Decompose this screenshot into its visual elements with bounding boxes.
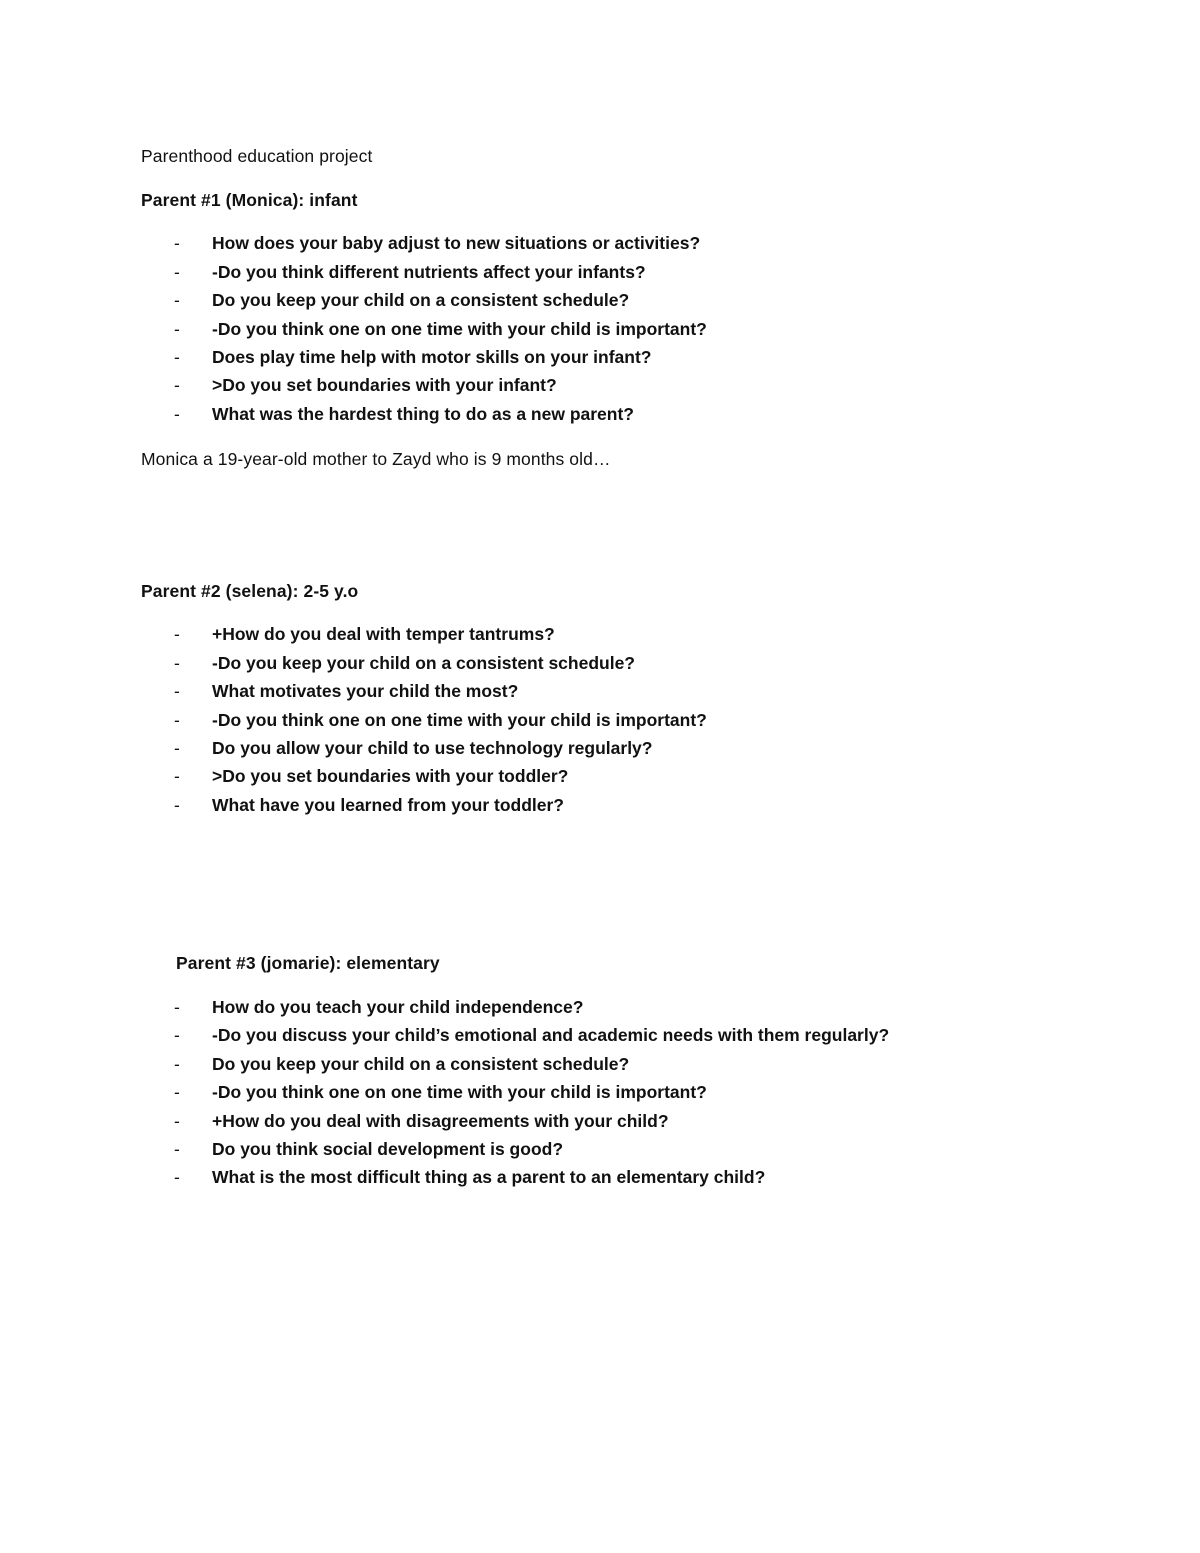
bullet-dash: - [174, 653, 180, 673]
bullet-dash: - [174, 624, 180, 644]
list-item: How does your baby adjust to new situations or activities? [212, 233, 701, 253]
bullet-dash: - [174, 233, 180, 253]
bullet-dash: - [174, 1025, 180, 1045]
list-item: -Do you keep your child on a consistent schedule? [212, 653, 635, 673]
bullet-dash: - [174, 1082, 180, 1102]
list-item: What motivates your child the most? [212, 681, 519, 701]
bullet-dash: - [174, 681, 180, 701]
section-heading-parent-3: Parent #3 (jomarie): elementary [176, 953, 440, 973]
bullet-dash: - [174, 795, 180, 815]
bullet-dash: - [174, 347, 180, 367]
bullet-dash: - [174, 1167, 180, 1187]
list-item: +How do you deal with disagreements with your child? [212, 1111, 669, 1131]
bullet-dash: - [174, 1139, 180, 1159]
list-item: Do you keep your child on a consistent schedule? [212, 290, 630, 310]
list-item: What have you learned from your toddler? [212, 795, 564, 815]
list-item: +How do you deal with temper tantrums? [212, 624, 555, 644]
list-item: Do you think social development is good? [212, 1139, 564, 1159]
section-heading-parent-2: Parent #2 (selena): 2-5 y.o [141, 581, 359, 601]
list-item: >Do you set boundaries with your infant? [212, 375, 557, 395]
bullet-dash: - [174, 404, 180, 424]
list-item: -Do you discuss your child’s emotional and academic needs with them regularly? [212, 1025, 890, 1045]
list-item: -Do you think one on one time with your child is important? [212, 319, 707, 339]
bullet-dash: - [174, 375, 180, 395]
bullet-dash: - [174, 1111, 180, 1131]
bullet-dash: - [174, 1054, 180, 1074]
list-item: Do you allow your child to use technology regularly? [212, 738, 653, 758]
parent-1-note: Monica a 19-year-old mother to Zayd who is 9 months old… [141, 449, 611, 469]
bullet-dash: - [174, 262, 180, 282]
bullet-dash: - [174, 997, 180, 1017]
list-item: Do you keep your child on a consistent schedule? [212, 1054, 630, 1074]
list-item: What is the most difficult thing as a parent to an elementary child? [212, 1167, 766, 1187]
bullet-dash: - [174, 319, 180, 339]
bullet-dash: - [174, 766, 180, 786]
list-item: >Do you set boundaries with your toddler? [212, 766, 569, 786]
document-title: Parenthood education project [141, 146, 373, 166]
bullet-dash: - [174, 738, 180, 758]
section-heading-parent-1: Parent #1 (Monica): infant [141, 190, 358, 210]
list-item: What was the hardest thing to do as a new parent? [212, 404, 634, 424]
bullet-dash: - [174, 290, 180, 310]
list-item: -Do you think different nutrients affect your infants? [212, 262, 646, 282]
list-item: How do you teach your child independence? [212, 997, 584, 1017]
bullet-dash: - [174, 710, 180, 730]
list-item: -Do you think one on one time with your child is important? [212, 710, 707, 730]
list-item: Does play time help with motor skills on your infant? [212, 347, 652, 367]
list-item: -Do you think one on one time with your child is important? [212, 1082, 707, 1102]
